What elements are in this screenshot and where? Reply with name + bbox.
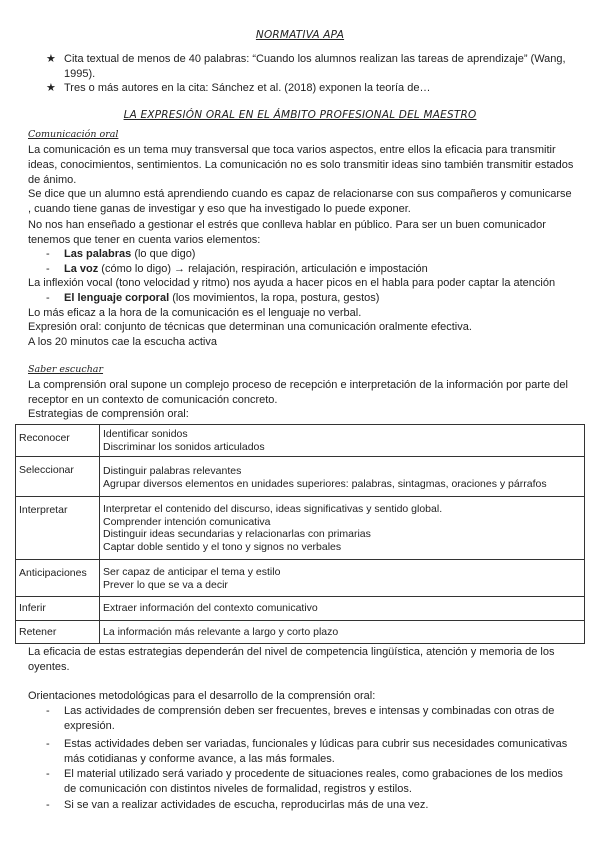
star-bullet-icon: ★	[46, 53, 56, 65]
table-key: Anticipaciones	[16, 560, 100, 597]
element-item: - El lenguaje corporal (los movimientos, la ropa, postura, gestos)	[46, 292, 380, 304]
heading-comunicacion-oral: Comunicación oral	[28, 129, 119, 140]
element-bold: La voz	[64, 263, 99, 275]
table-key: Interpretar	[16, 497, 100, 560]
table-value: Extraer información del contexto comunicativo	[100, 597, 585, 621]
apa-item-text: Cita textual de menos de 40 palabras: “Cuando los alumnos realizan las tareas de aprendizaje” (Wang, 1995).	[64, 53, 566, 80]
paragraph: A los 20 minutos cae la escucha activa	[28, 336, 217, 348]
table-row	[16, 597, 585, 621]
table-key: Reconocer	[16, 425, 100, 457]
orientation-item: - Las actividades de comprensión deben ser frecuentes, breves e intensas y combinadas con otras de expresión.	[46, 705, 555, 732]
apa-title: NORMATIVA APA	[255, 29, 345, 41]
paragraph: Estrategias de comprensión oral:	[28, 408, 189, 420]
orientation-item: - El material utilizado será variado y procedente de situaciones reales, como grabaciones de los medios de comunicación con distintos niveles de formalidad, registros y estilos.	[46, 768, 563, 795]
orientation-item: - Estas actividades deben ser variadas, funcionales y lúdicas para cubrir sus necesidades comunicativas más cotidianas y conforme avance, a las más formales.	[46, 738, 568, 765]
apa-item-2	[46, 81, 576, 96]
table-value: Identificar sonidos Discriminar los sonidos articulados	[100, 425, 585, 457]
table-value: Ser capaz de anticipar el tema y estilo Prever lo que se va a decir	[100, 560, 585, 597]
element-item: - Las palabras (lo que digo)	[46, 248, 196, 260]
table-value: La información más relevante a largo y corto plazo	[100, 620, 585, 644]
table-key: Inferir	[16, 597, 100, 621]
table-row	[16, 457, 585, 497]
table-row	[16, 560, 585, 597]
paragraph: Expresión oral: conjunto de técnicas que determinan una comunicación oralmente efectiva.	[28, 321, 472, 333]
table-value: Distinguir palabras relevantes Agrupar diversos elementos en unidades superiores: palabras, sintagmas, oraciones y párrafos	[100, 457, 585, 497]
main-title: LA EXPRESIÓN ORAL EN EL ÁMBITO PROFESIONAL DEL MAESTRO	[123, 109, 477, 121]
strategies-table	[15, 424, 585, 644]
table-value: Interpretar el contenido del discurso, ideas significativas y sentido global. Comprender intención comunicativa Distinguir ideas secundarias y relacionarlas con primarias Captar doble sentido y el tono y signos no verbales	[100, 497, 585, 560]
paragraph: La eficacia de estas estrategias dependerán del nivel de competencia lingüística, atención y memoria de los oyentes.	[28, 646, 555, 673]
paragraph: Orientaciones metodológicas para el desarrollo de la comprensión oral:	[28, 690, 376, 702]
star-bullet-icon: ★	[46, 82, 56, 94]
table-row	[16, 425, 585, 457]
orientation-item: - Si se van a realizar actividades de escucha, reproducirlas más de una vez.	[46, 799, 429, 811]
apa-item-1	[46, 52, 576, 82]
paragraph: La comprensión oral supone un complejo proceso de recepción e interpretación de la información por parte del receptor en un contexto de comunicación concreto.	[28, 379, 568, 406]
paragraph: La comunicación es un tema muy transversal que toca varios aspectos, entre ellos la eficacia para transmitir ideas, conocimientos, sentimientos. La comunicación no es solo transmitir ideas sino también transmitir estados de ánimo.	[28, 144, 574, 186]
element-item: - La voz (cómo lo digo) → relajación, respiración, articulación e impostación	[46, 263, 428, 275]
element-bold: El lenguaje corporal	[64, 292, 170, 304]
table-key: Seleccionar	[16, 457, 100, 497]
paragraph: No nos han enseñado a gestionar el estrés que conlleva hablar en público. Para ser un buen comunicador tenemos que tener en cuenta varios elementos:	[28, 219, 546, 246]
element-bold: Las palabras	[64, 248, 132, 260]
paragraph: Lo más eficaz a la hora de la comunicación es el lenguaje no verbal.	[28, 307, 362, 319]
apa-item-text: Tres o más autores en la cita: Sánchez et al. (2018) exponen la teoría de…	[64, 82, 431, 94]
paragraph: Se dice que un alumno está aprendiendo cuando es capaz de relacionarse con sus compañeros y comunicarse , cuando tiene ganas de investigar y eso que ha investigado lo puede exponer.	[28, 188, 572, 215]
table-row	[16, 620, 585, 644]
paragraph: La inflexión vocal (tono velocidad y ritmo) nos ayuda a hacer picos en el habla para poder captar la atención	[28, 277, 556, 289]
heading-saber-escuchar: Saber escuchar	[28, 364, 104, 375]
table-row	[16, 497, 585, 560]
table-key: Retener	[16, 620, 100, 644]
